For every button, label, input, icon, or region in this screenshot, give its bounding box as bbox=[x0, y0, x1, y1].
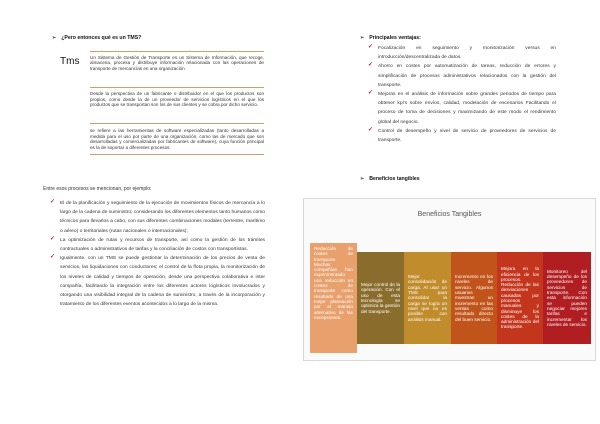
divider bbox=[90, 154, 264, 155]
advantages-heading: ➢ Principales ventajas: bbox=[360, 35, 421, 41]
check-icon: ✓ bbox=[368, 90, 374, 97]
advantage-item: ✓ Control de desempeño y nivel de servicio de proveedores de servicios de transporte. bbox=[368, 126, 556, 144]
process-item: ✓ Igualmente, con un TMS se puede gestionar la determinación de los precios de venta de servicios, las liquidaciones con conductores; el control de la flota propia, la monitorización de los niveles de calidad y tiempos de operación, desde una perspectiva colaborativa e inter compañía, facilitando la integración entre los diferentes actores logísticos involucrados y otorgando una visibilidad integral de la cadena de suministro, a través de la incorporación y tratamiento de los diferentes eventos acontecidos a lo largo de la misma. bbox=[50, 254, 265, 308]
process-item: ✓ La optimización de rutas y recursos de transporte, así como la gestión de los trámites contractuales o administrativos de tarifas y la conciliación de costos con transportistas. bbox=[50, 235, 265, 253]
advantage-item: ✓ Mejoras en el análisis de información sobre grandes periodos de tiempo para obtener kpi's sobre envíos, calidad, modelación de escenarios Facilitando el proceso de toma de decisiones y maximizando de este modo el rendimiento global del negocio. bbox=[368, 90, 556, 125]
benefit-card-consolidation: Mejor consolidación de carga. Al usar un TMS para consolidar la carga se logra un nivel que no es posible con análisis manual. bbox=[404, 252, 451, 344]
benefit-card-service: Incremento en los niveles de servicio. Algunos usuarios muestran un incremento en las ventas como resultado directo del buen servicio. bbox=[451, 252, 497, 344]
benefit-card-control: Mejor control de la operación. Con el uso de esta tecnología se optimiza la gestión del transporte. bbox=[357, 252, 404, 344]
definition-2: Desde la perspectiva de un fabricante o distribuidor en el que los productos son propios, como desde la de un proveedor de servicios logísticos en el que los productos que se transportan son los de sus clientes y se cobra por dicho servicio. bbox=[90, 91, 264, 108]
check-icon: ✓ bbox=[368, 44, 374, 50]
question-heading bbox=[52, 35, 141, 41]
definition-3: se refiere a las herramientas de software especializadas (tanto desarrolladas a medida para el uso por parte de una organización, como las de mercado que son desarrolladas y comercializadas por fabricantes de software), cuya función principal es la de soportar a diferentes procesos. bbox=[90, 128, 264, 150]
divider bbox=[90, 123, 264, 124]
benefit-card-efficiency: Mejora en la eficiencia de los procesos. Reducción de las desviaciones causadas por procesos manuales y disminuye los costes de la administración del transporte. bbox=[497, 252, 543, 344]
divider bbox=[90, 51, 264, 52]
tms-label: Tms bbox=[60, 56, 80, 67]
check-icon: ✓ bbox=[50, 199, 56, 205]
check-icon: ✓ bbox=[368, 126, 374, 133]
benefit-cards bbox=[310, 243, 591, 353]
chart-title: Beneficios Tangibles bbox=[417, 211, 482, 218]
benefit-card-monitoring: Monitoreo del desempeño de los proveedores de servicios de transporte. Con esta información se pueden negociar mejores tarifas e incrementar los niveles de servicio. bbox=[543, 252, 591, 344]
processes-intro: Entre esos procesos se mencionan, por ejemplo: bbox=[43, 186, 152, 192]
question-text: ¿Pero entonces qué es un TMS? bbox=[61, 35, 142, 41]
advantages-list bbox=[368, 44, 556, 145]
advantage-item: ✓ Focalización en seguimiento y monitorización versus en introducción/descentralizada de datos. bbox=[368, 44, 556, 61]
benefits-chart bbox=[303, 198, 596, 361]
benefits-heading: ➢ Beneficios tangibles bbox=[360, 176, 420, 182]
check-icon: ✓ bbox=[50, 235, 56, 242]
advantage-item: ✓ Ahorro en costes por automatización de tareas, reducción de errores y simplificación de procesos administrativos relacionados con la gestión del transporte. bbox=[368, 62, 556, 88]
arrow-bullet-icon: ➢ bbox=[52, 35, 57, 41]
definition-1: Un Sistema de Gestión de Transporte es un Sistema de Información, que recoge, almacena, procesa y distribuye información relacionada con las operaciones de transporte de mercancías en una organización bbox=[90, 55, 264, 71]
definitions-block bbox=[90, 51, 264, 155]
process-item: ✓ El de la planificación y seguimiento de la ejecución de movimientos físicos de mercancía a lo largo de la cadena de suministro; considerando los diferentes elementos tanto humanos como técnicos para llevarlos a cabo, con sus diferentes combinaciones modales (terrestre, marítimo o aéreo) o territoriales (rutas nacionales o internacionales); bbox=[50, 199, 265, 234]
arrow-bullet-icon: ➢ bbox=[360, 35, 365, 41]
arrow-bullet-icon: ➢ bbox=[360, 176, 365, 182]
check-icon: ✓ bbox=[50, 254, 56, 261]
check-icon: ✓ bbox=[368, 62, 374, 69]
benefit-card-costs: Reducción de costes de transporte. Muchas compañías han experimentado una reducción en costes de transporte como resultado de una mejor planeación por el manejo alternativo de las excepciones. bbox=[310, 243, 357, 353]
processes-list bbox=[50, 199, 265, 309]
divider bbox=[90, 87, 264, 88]
